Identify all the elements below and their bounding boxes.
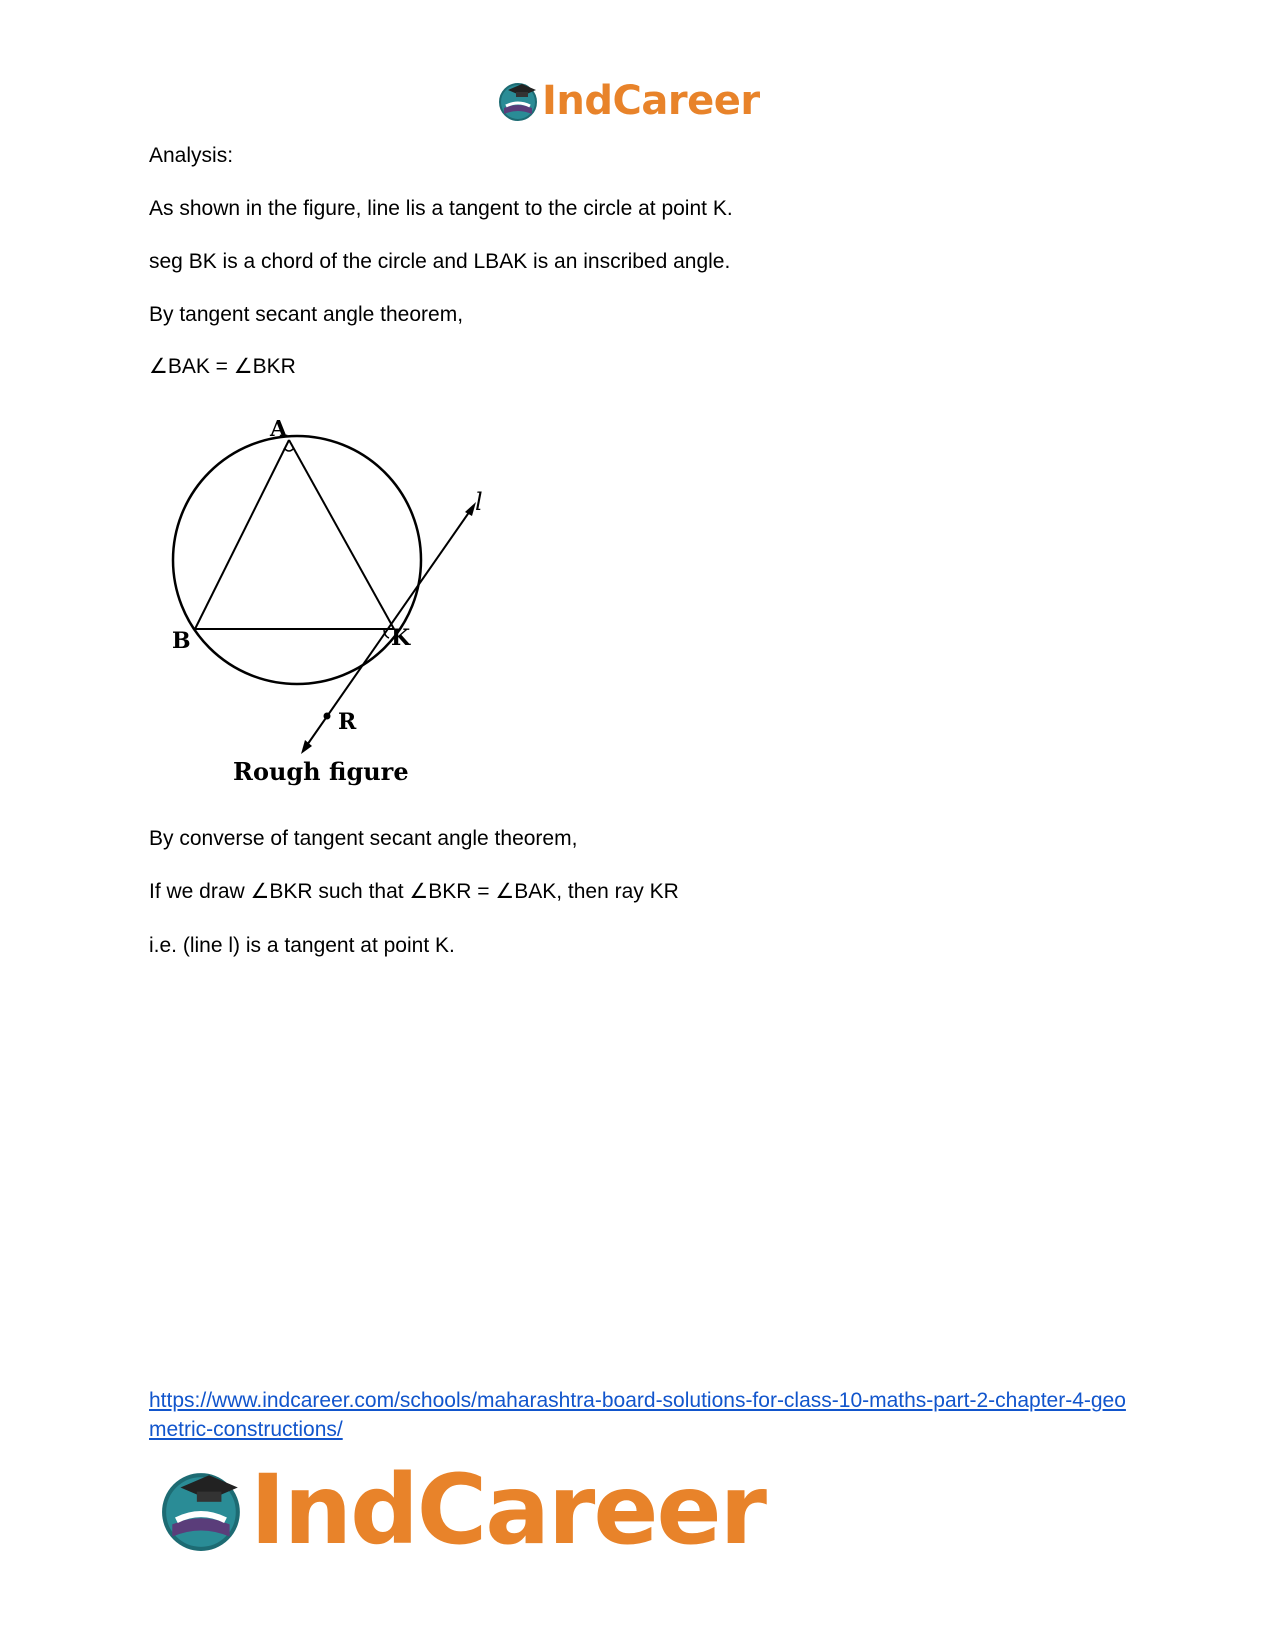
source-link[interactable]: https://www.indcareer.com/schools/maharashtra-board-solutions-for-class-10-maths-part-2-chapter-4-geometric-constructions/ xyxy=(149,1389,1126,1441)
angle-equation: ∠BAK = ∠BKR xyxy=(149,355,296,378)
label-k: K xyxy=(391,625,411,651)
header-logo xyxy=(498,80,760,122)
rough-figure xyxy=(148,420,528,825)
conclusion-line: i.e. (line l) is a tangent at point K. xyxy=(149,934,455,957)
globe-book-icon xyxy=(498,80,540,122)
arrowhead-r xyxy=(301,740,312,754)
label-b: B xyxy=(172,628,191,654)
footer-logo xyxy=(160,1454,765,1566)
footer-link-block xyxy=(149,1386,1129,1444)
globe-book-icon xyxy=(160,1467,246,1553)
segment-ak xyxy=(289,440,394,629)
circle-shape xyxy=(173,436,421,684)
analysis-line-2: seg BK is a chord of the circle and LBAK is an inscribed angle. xyxy=(149,250,731,273)
segment-ab xyxy=(195,440,289,629)
analysis-heading: Analysis: xyxy=(149,144,234,167)
converse-line: By converse of tangent secant angle theorem, xyxy=(149,827,578,850)
logo-wordmark: IndCareer xyxy=(250,1454,765,1566)
label-a: A xyxy=(270,420,288,442)
analysis-line-1: As shown in the figure, line lis a tangent to the circle at point K. xyxy=(149,197,733,220)
logo-wordmark: IndCareer xyxy=(542,78,760,124)
construction-line: If we draw ∠BKR such that ∠BKR = ∠BAK, then ray KR xyxy=(149,880,679,903)
analysis-line-3: By tangent secant angle theorem, xyxy=(149,303,464,326)
point-r xyxy=(324,713,331,720)
figure-caption: Rough figure xyxy=(233,757,409,786)
circle-tangent-diagram xyxy=(148,420,528,820)
label-r: R xyxy=(338,709,357,735)
label-l: l xyxy=(475,488,483,516)
